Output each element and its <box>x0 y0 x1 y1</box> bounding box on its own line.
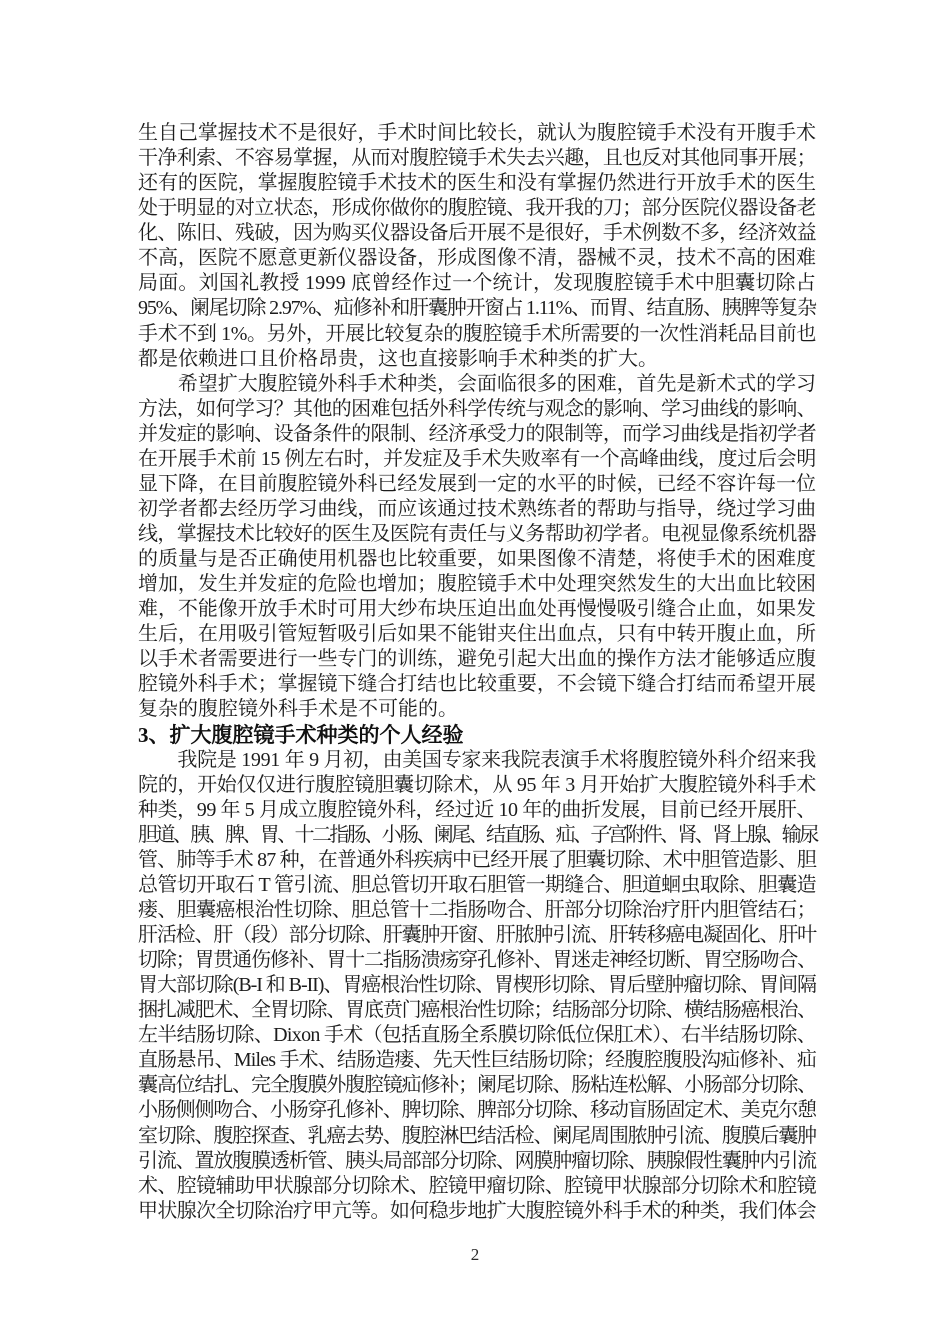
text-line-content: 我院是 1991 年 9 月初，由美国专家来我院表演手术将腹腔镜外科介绍来我 <box>138 748 816 771</box>
text-line <box>138 196 816 221</box>
text-line <box>138 672 816 697</box>
text-line-content: 院的，开始仅仅进行腹腔镜胆囊切除术，从 95 年 3 月开始扩大腹腔镜外科手术 <box>138 773 816 796</box>
text-line <box>138 372 816 397</box>
text-line <box>138 1098 816 1123</box>
text-line-content: 不高，医院不愿意更新仪器设备，形成图像不清，器械不灵，技术不高的困难 <box>138 247 816 270</box>
text-line <box>138 923 816 948</box>
text-line <box>138 873 816 898</box>
text-line <box>138 497 816 522</box>
text-line <box>138 347 816 372</box>
text-line <box>138 597 816 622</box>
text-line-content: 线，掌握技术比较好的医生及医院有责任与义务帮助初学者。电视显像系统机器 <box>138 523 816 545</box>
text-line <box>138 146 816 171</box>
text-line-content: 小肠侧侧吻合、小肠穿孔修补、脾切除、脾部分切除、移动盲肠固定术、美克尔憩 <box>138 1099 816 1122</box>
text-line <box>138 798 816 823</box>
text-line-content: 胆道、胰、脾、胃、十二指肠、小肠、阑尾、结直肠、疝、子宫附件、肾、肾上腺、输尿 <box>138 823 817 846</box>
text-line <box>138 1124 816 1149</box>
text-line-content: 3、扩大腹腔镜手术种类的个人经验 <box>138 722 464 747</box>
text-line <box>138 647 816 672</box>
text-line <box>138 1023 816 1048</box>
text-line-content: 室切除、腹腔探查、乳癌去势、腹腔淋巴结活检、阑尾周围脓肿引流、腹膜后囊肿 <box>138 1124 816 1147</box>
text-line <box>138 1073 816 1098</box>
text-line-content: 都是依赖进口且价格昂贵，这也直接影响手术种类的扩大。 <box>138 347 658 370</box>
text-line-content: 种类，99 年 5 月成立腹腔镜外科，经过近 10 年的曲折发展，目前已经开展肝、 <box>138 798 816 821</box>
text-line <box>138 1199 816 1224</box>
text-line-content: 生自己掌握技术不是很好，手术时间比较长，就认为腹腔镜手术没有开腹手术 <box>138 122 816 144</box>
text-line <box>138 898 816 923</box>
text-line-content: 捆扎减肥术、全胃切除、胃底贲门癌根治性切除；结肠部分切除、横结肠癌根治、 <box>138 999 816 1022</box>
text-line <box>138 748 816 773</box>
text-line <box>138 121 816 146</box>
text-line <box>138 296 816 321</box>
text-line-content: 引流、置放腹膜透析管、胰头局部部分切除、网膜肿瘤切除、胰腺假性囊肿内引流 <box>138 1149 816 1172</box>
text-line-content: 胃大部切除(B-I 和 B-II)、胃癌根治性切除、胃楔形切除、胃后壁肿瘤切除、胃间隔 <box>138 974 816 997</box>
text-line <box>138 221 816 246</box>
text-line-content: 在开展手术前 15 例左右时，并发症及手术失败率有一个高峰曲线，度过后会明 <box>138 447 817 470</box>
text-line-content: 生后，在用吸引管短暂吸引后如果不能钳夹住出血点，只有中转开腹止血，所 <box>138 623 816 646</box>
text-line <box>138 622 816 647</box>
text-line-content: 腔镜外科手术；掌握镜下缝合打结也比较重要，不会镜下缝合打结而希望开展 <box>138 673 816 696</box>
text-line-content: 初学者都去经历学习曲线，而应该通过技术熟练者的帮助与指导，绕过学习曲 <box>138 497 816 520</box>
text-line-content: 并发症的影响、设备条件的限制、经济承受力的限制等，而学习曲线是指初学者 <box>138 422 816 445</box>
text-line <box>138 848 816 873</box>
text-line-content: 瘘、胆囊癌根治性切除、胆总管十二指肠吻合、肝部分切除治疗肝内胆管结石； <box>138 898 816 921</box>
text-line <box>138 948 816 973</box>
text-line <box>138 973 816 998</box>
text-line-content: 肝活检、肝（段）部分切除、肝囊肿开窗、肝脓肿引流、肝转移癌电凝固化、肝叶 <box>138 924 816 946</box>
text-line-content: 难，不能像开放手术时可用大纱布块压迫出血处再慢慢吸引缝合止血，如果发 <box>138 598 816 621</box>
text-line <box>138 246 816 271</box>
text-line-content: 切除；胃贯通伤修补、胃十二指肠溃疡穿孔修补、胃迷走神经切断、胃空肠吻合、 <box>138 949 816 972</box>
text-line-content: 以手术者需要进行一些专门的训练，避免引起大出血的操作方法才能够适应腹 <box>138 648 816 671</box>
text-line-content: 95%、阑尾切除 2.97%、疝修补和肝囊肿开窗占 1.11%、而胃、结直肠、胰脾等复杂 <box>138 297 816 320</box>
section-heading <box>138 723 816 748</box>
text-line-content: 复杂的腹腔镜外科手术是不可能的。 <box>138 698 458 721</box>
text-line <box>138 322 816 347</box>
text-line-content: 左半结肠切除、Dixon 手术（包括直肠全系膜切除低位保肛术）、右半结肠切除、 <box>138 1024 817 1047</box>
text-line-content: 的质量与是否正确使用机器也比较重要，如果图像不清楚，将使手术的困难度 <box>138 548 816 571</box>
text-line <box>138 1174 816 1199</box>
text-line <box>138 1048 816 1073</box>
text-line-content: 囊高位结扎、完全腹膜外腹腔镜疝修补；阑尾切除、肠粘连松解、小肠部分切除、 <box>138 1074 816 1097</box>
text-line-content: 总管切开取石 T 管引流、胆总管切开取石胆管一期缝合、胆道蛔虫取除、胆囊造 <box>138 873 816 896</box>
text-line-content: 希望扩大腹腔镜外科手术种类，会面临很多的困难，首先是新术式的学习 <box>138 372 816 395</box>
text-line <box>138 773 816 798</box>
page-number: 2 <box>470 1245 480 1264</box>
text-line-content: 处于明显的对立状态，形成你做你的腹腔镜、我开我的刀；部分医院仪器设备老 <box>138 197 816 220</box>
text-line <box>138 422 816 447</box>
text-line <box>138 271 816 296</box>
text-line-content: 局面。刘国礼教授 1999 底曾经作过一个统计，发现腹腔镜手术中胆囊切除占 <box>138 272 816 295</box>
text-line <box>138 998 816 1023</box>
text-line <box>138 1149 816 1174</box>
text-line-content: 还有的医院，掌握腹腔镜手术技术的医生和没有掌握仍然进行开放手术的医生 <box>138 172 816 195</box>
document-text-column <box>138 121 816 1224</box>
text-line <box>138 447 816 472</box>
text-line-content: 甲状腺次全切除治疗甲亢等。如何稳步地扩大腹腔镜外科手术的种类，我们体会 <box>138 1199 816 1222</box>
text-line <box>138 397 816 422</box>
text-line <box>138 547 816 572</box>
text-line-content: 增加，发生并发症的危险也增加；腹腔镜手术中处理突然发生的大出血比较困 <box>138 573 816 596</box>
text-line <box>138 697 816 722</box>
text-line-content: 管、肺等手术 87 种，在普通外科疾病中已经开展了胆囊切除、术中胆管造影、胆 <box>138 848 817 871</box>
text-line-content: 手术不到 1%。另外，开展比较复杂的腹腔镜手术所需要的一次性消耗品目前也 <box>138 322 816 345</box>
text-line <box>138 472 816 497</box>
text-line-content: 显下降，在目前腹腔镜外科已经发展到一定的水平的时候，已经不容许每一位 <box>138 472 816 495</box>
text-line-content: 术、腔镜辅助甲状腺部分切除术、腔镜甲瘤切除、腔镜甲状腺部分切除术和腔镜 <box>138 1174 816 1197</box>
text-line-content: 方法，如何学习？其他的困难包括外科学传统与观念的影响、学习曲线的影响、 <box>138 397 816 420</box>
text-line <box>138 171 816 196</box>
text-line-content: 干净利索、不容易掌握，从而对腹腔镜手术失去兴趣，且也反对其他同事开展； <box>138 147 816 170</box>
text-line <box>138 572 816 597</box>
text-line-content: 直肠悬吊、Miles 手术、结肠造瘘、先天性巨结肠切除；经腹腔腹股沟疝修补、疝 <box>138 1049 816 1072</box>
text-line <box>138 823 816 848</box>
text-line-content: 化、陈旧、残破，因为购买仪器设备后开展不是很好，手术例数不多，经济效益 <box>138 222 816 245</box>
text-line <box>138 522 816 547</box>
